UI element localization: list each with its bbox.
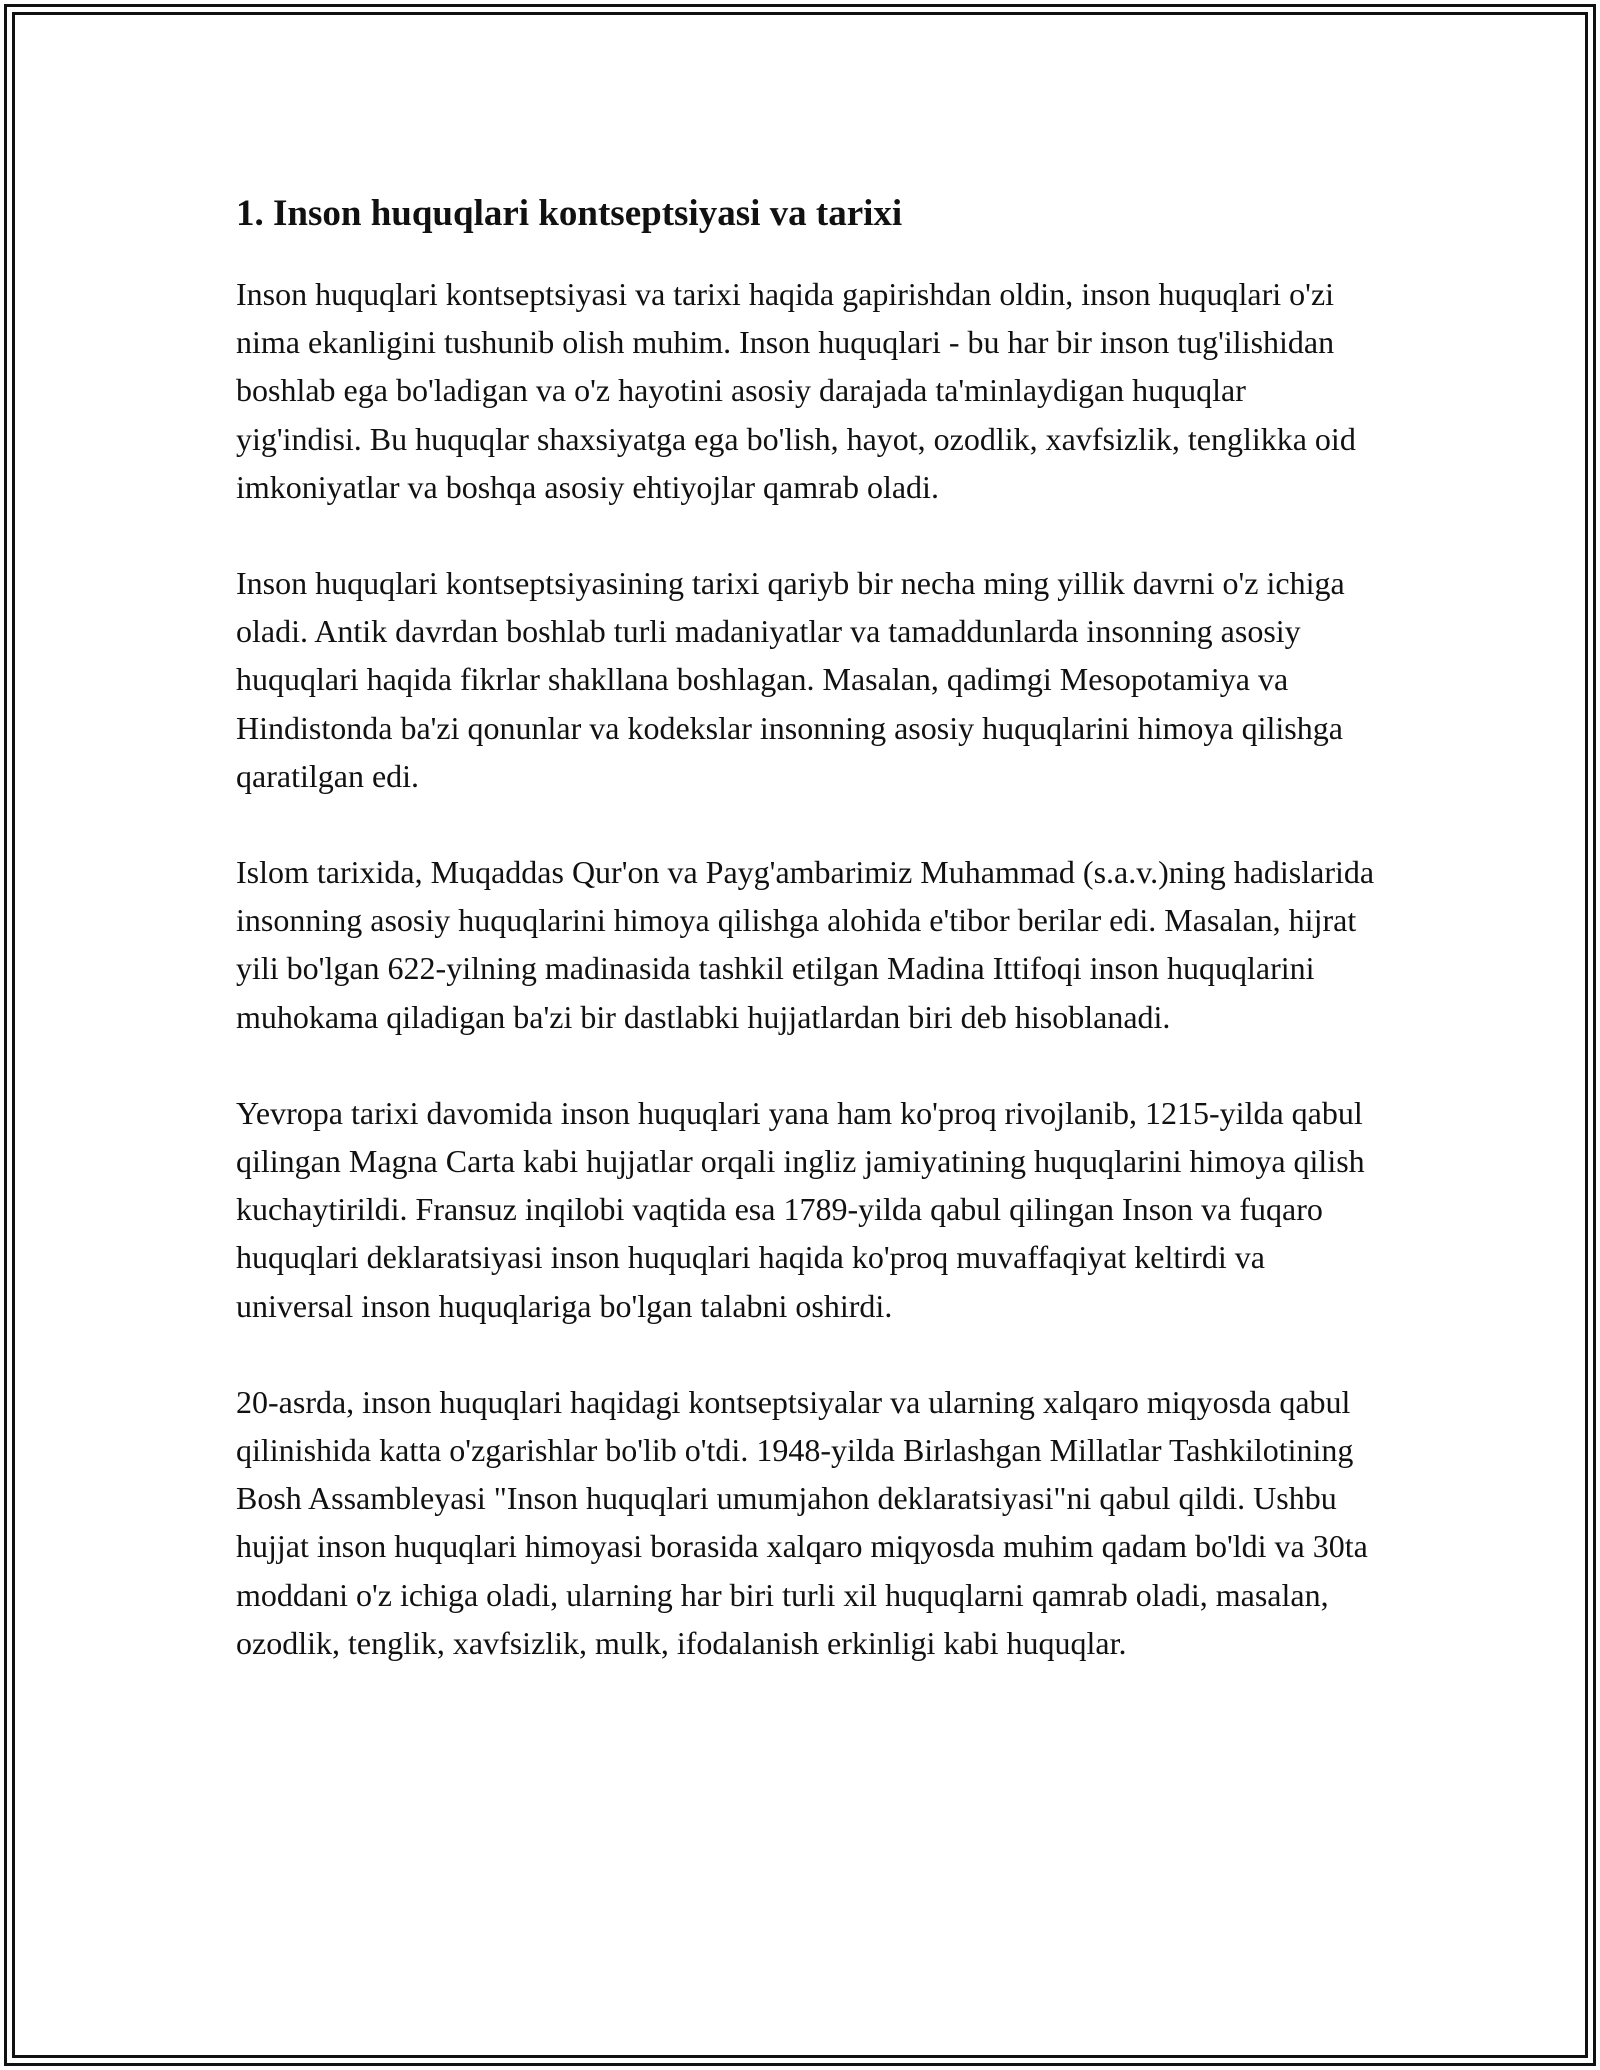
section-heading: 1. Inson huquqlari kontseptsiyasi va tarixi xyxy=(236,193,903,234)
paragraph-ancient-history: Inson huquqlari kontseptsiyasining tarixi qariyb bir necha ming yillik davrni o'z ichiga oladi. Antik davrdan boshlab turli madaniyatlar va tamaddunlarda insonning asosiy huquqlari haqida fikrlar shakllana boshlagan. Masalan, qadimgi Mesopotamiya va Hindistonda ba'zi qonunlar va kodekslar insonning asosiy huquqlarini himoya qilishga qaratilgan edi. xyxy=(236,565,1345,794)
document-body xyxy=(236,186,1376,1667)
paragraph-twentieth-century: 20-asrda, inson huquqlari haqidagi kontseptsiyalar va ularning xalqaro miqyosda qabul qilinishida katta o'zgarishlar bo'lib o'tdi. 1948-yilda Birlashgan Millatlar Tashkilotining Bosh Assambleyasi "Inson huquqlari umumjahon deklaratsiyasi"ni qabul qildi. Ushbu hujjat inson huquqlari himoyasi borasida xalqaro miqyosda muhim qadam bo'ldi va 30ta moddani o'z ichiga oladi, ularning har biri turli xil huquqlarni qamrab oladi, masalan, ozodlik, tenglik, xavfsizlik, mulk, ifodalanish erkinligi kabi huquqlar. xyxy=(236,1383,1368,1661)
paragraph-islamic-history: Islom tarixida, Muqaddas Qur'on va Payg'ambarimiz Muhammad (s.a.v.)ning hadislarida insonning asosiy huquqlarini himoya qilishga alohida e'tibor berilar edi. Masalan, hijrat yili bo'lgan 622-yilning madinasida tashkil etilgan Madina Ittifoqi inson huquqlarini muhokama qiladigan ba'zi bir dastlabki hujjatlardan biri deb hisoblanadi. xyxy=(236,854,1375,1035)
paragraph-european-history: Yevropa tarixi davomida inson huquqlari yana ham ko'proq rivojlanib, 1215-yilda qabul qilingan Magna Carta kabi hujjatlar orqali ingliz jamiyatining huquqlarini himoya qilish kuchaytirildi. Fransuz inqilobi vaqtida esa 1789-yilda qabul qilingan Inson va fuqaro huquqlari deklaratsiyasi inson huquqlari haqida ko'proq muvaffaqiyat keltirdi va universal inson huquqlariga bo'lgan talabni oshirdi. xyxy=(236,1094,1365,1324)
paragraph-definition: Inson huquqlari kontseptsiyasi va tarixi haqida gapirishdan oldin, inson huquqlari o'zi nima ekanligini tushunib olish muhim. Inson huquqlari - bu har bir inson tug'ilishidan boshlab ega bo'ladigan va o'z hayotini asosiy darajada ta'minlaydigan huquqlar yig'indisi. Bu huquqlar shaxsiyatga ega bo'lish, hayot, ozodlik, xavfsizlik, tenglikka oid imkoniyatlar va boshqa asosiy ehtiyojlar qamrab oladi. xyxy=(236,276,1356,505)
